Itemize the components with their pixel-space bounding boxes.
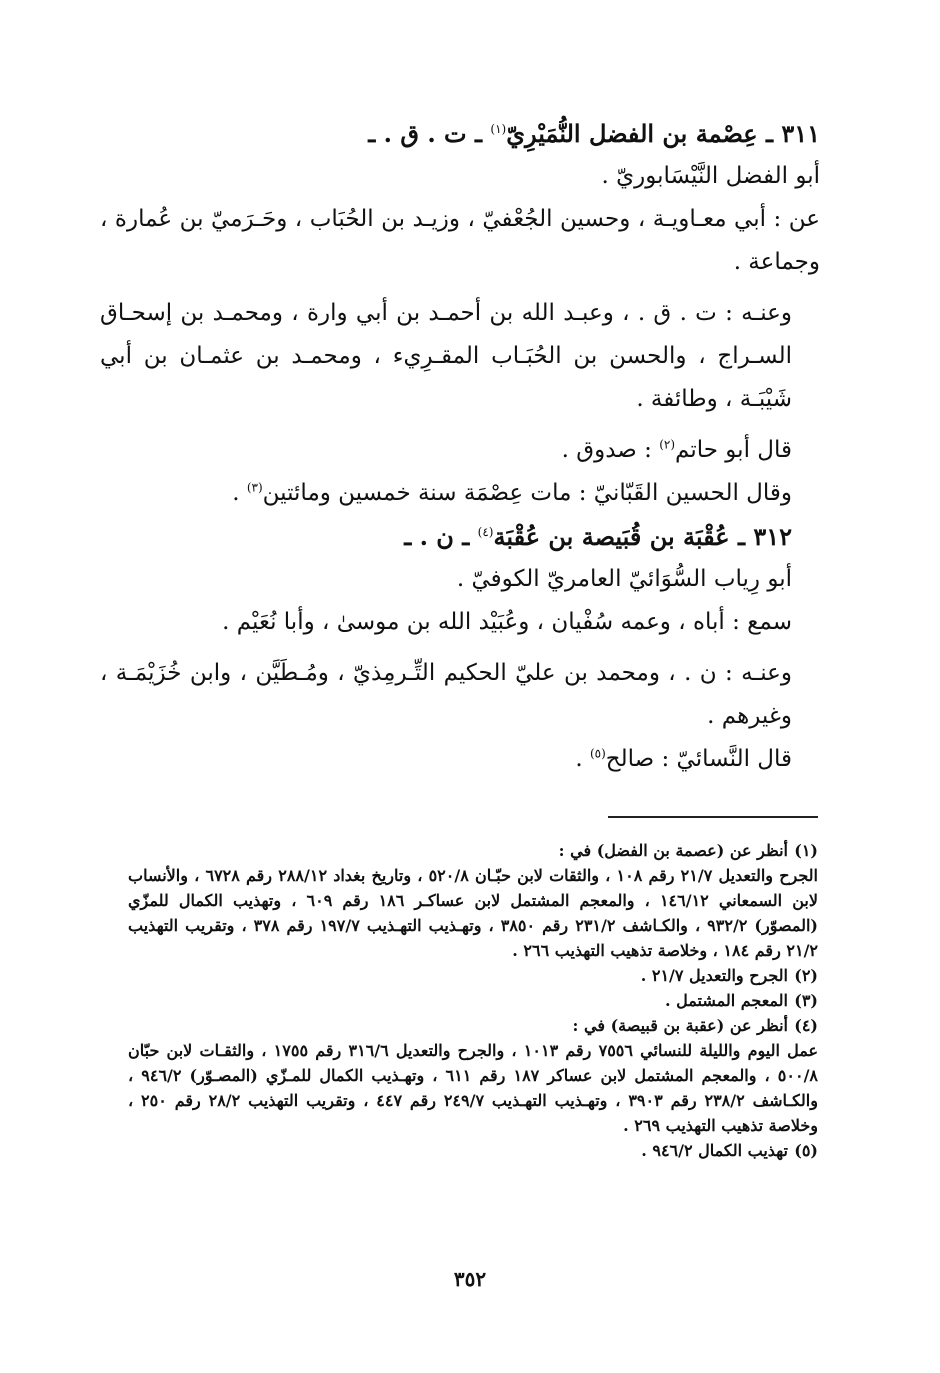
quote-text: قال النَّسائيّ : صالح <box>605 746 792 772</box>
spacer <box>100 421 820 429</box>
entry-kunya: أبو رِياب السُّوَائيّ العامريّ الكوفيّ . <box>456 566 792 592</box>
entry-teachers: سمع : أباه ، وعمه سُفْيان ، وعُبَيْد الله بن موسىٰ ، وأبا نُعَيْم . <box>222 609 792 635</box>
quote-text: . <box>232 480 247 506</box>
entry-quote <box>100 429 820 472</box>
footnote-text: تهذيب الكمال ٩٤٦/٢ . <box>641 1141 788 1160</box>
footnote-ref: (٣) <box>246 480 263 495</box>
main-text <box>100 112 820 781</box>
footnote-title: أنظر عن (عصمة بن الفضل) في : <box>558 841 788 860</box>
footnote-ref: (٤) <box>477 525 494 539</box>
footnote-ref: (٢) <box>659 437 676 452</box>
entry-students: وعنـه : ن . ، ومحمد بن عليّ الحكيم التِّـرمِذيّ ، ومُـطَيَّن ، وابن خُزَيْمَـة ، وغيرهم . <box>100 660 792 729</box>
entry-symbols: ـ ت . ق . ـ <box>368 119 491 148</box>
footnote-item <box>128 988 818 1013</box>
footnote-number: (٣) <box>794 991 818 1010</box>
footnote-item <box>128 963 818 988</box>
footnote-text: الجرح والتعديل ٢١/٧ رقم ١٠٨ ، والثقات لابن حبّـان ٥٢٠/٨ ، وتاريخ بغداد ٢٨٨/١٢ رقم ٦٧٢٨ ، والأنساب لابن السمعاني ١٤٦/١٢ ، والمعجم المشتمل لابن عساكـر ١٨٦ رقم ٦٠٩ ، وتهذيب الكمال للمزّي (المصوّر) ٩٣٢/٢ ، والكـاشف ٢٣١/٢ رقم ٣٨٥٠ ، وتهـذيب التهـذيب ١٩٧/٧ رقم ٣٧٨ ، وتقريب التهذيب ٢١/٢ رقم ١٨٤ ، وخلاصة تذهيب التهذيب ٢٦٦ . <box>128 866 819 960</box>
quote-text: . <box>575 746 590 772</box>
footnote-ref: (١) <box>490 122 507 136</box>
quote-text: وقال الحسين القَبّانيّ : مات عِصْمَة سنة خمسين ومائتين <box>262 480 792 506</box>
entry-heading <box>100 515 820 558</box>
footnotes <box>128 838 818 1163</box>
quote-text: قال أبو حاتم <box>675 437 792 463</box>
footnote-number: (٤) <box>794 1016 818 1035</box>
entry-teachers: عن : أبي معـاويـة ، وحسين الجُعْفيّ ، وزيـد بن الحُبَاب ، وحَـرَميّ بن عُمارة ، وجماعة . <box>100 206 820 275</box>
spacer <box>100 644 820 652</box>
footnote-title: أنظر عن (عقبة بن قبيصة) في : <box>572 1016 788 1035</box>
entry-students: وعنـه : ت . ق . ، وعبـد الله بن أحمـد بن أبي وارة ، ومحمـد بن إسحـاق السـراج ، والحسن بن الحُبَـاب المقـرِيء ، ومحمـد بن عثمـان بن أبي شَيْبَـة ، وطائفة . <box>100 300 792 412</box>
entry-symbols: ـ ن . ـ <box>404 522 478 551</box>
footnote-ref: (٥) <box>589 746 606 761</box>
footnote-text: المعجم المشتمل . <box>664 991 788 1010</box>
footnote-divider <box>608 816 818 818</box>
entry-heading <box>100 112 820 155</box>
spacer <box>100 284 820 292</box>
footnote-number: (٥) <box>794 1141 818 1160</box>
footnote-text: عمل اليوم والليلة للنسائي ٧٥٥٦ رقم ١٠١٣ ، والجرح والتعديل ٣١٦/٦ رقم ١٧٥٥ ، والثقـات لابن حبّان ٥٠٠/٨ ، والمعجم المشتمل لابن عساكر ١٨٧ رقم ٦١١ ، وتهـذيب الكمال للمـزّي (المصـوّر) ٩٤٦/٢ ، والكـاشف ٢٣٨/٢ رقم ٣٩٠٣ ، وتهـذيب التهـذيب ٢٤٩/٧ رقم ٤٤٧ ، وتقريب التهذيب ٢٨/٢ رقم ٢٥٠ ، وخلاصة تذهيب التهذيب ٢٦٩ . <box>128 1041 819 1135</box>
page-number: ٣٥٢ <box>453 1267 487 1291</box>
footnote-text: الجرح والتعديل ٢١/٧ . <box>640 966 788 985</box>
entry-title: ٣١٢ ـ عُقْبَة بن قُبَيصة بن عُقْبَة <box>493 522 792 551</box>
entry-quote <box>100 472 820 515</box>
entry-quote <box>100 738 820 781</box>
footnote-item <box>128 838 818 963</box>
entry-title: ٣١١ ـ عِصْمة بن الفضل النُّمَيْرِيّ <box>506 119 820 148</box>
footnote-number: (٢) <box>794 966 818 985</box>
footnote-item <box>128 1138 818 1163</box>
footnote-item <box>128 1013 818 1138</box>
entry-kunya: أبو الفضل النَّيْسَابوريّ . <box>601 163 820 189</box>
quote-text: : صدوق . <box>561 437 660 463</box>
footnote-number: (١) <box>794 841 818 860</box>
